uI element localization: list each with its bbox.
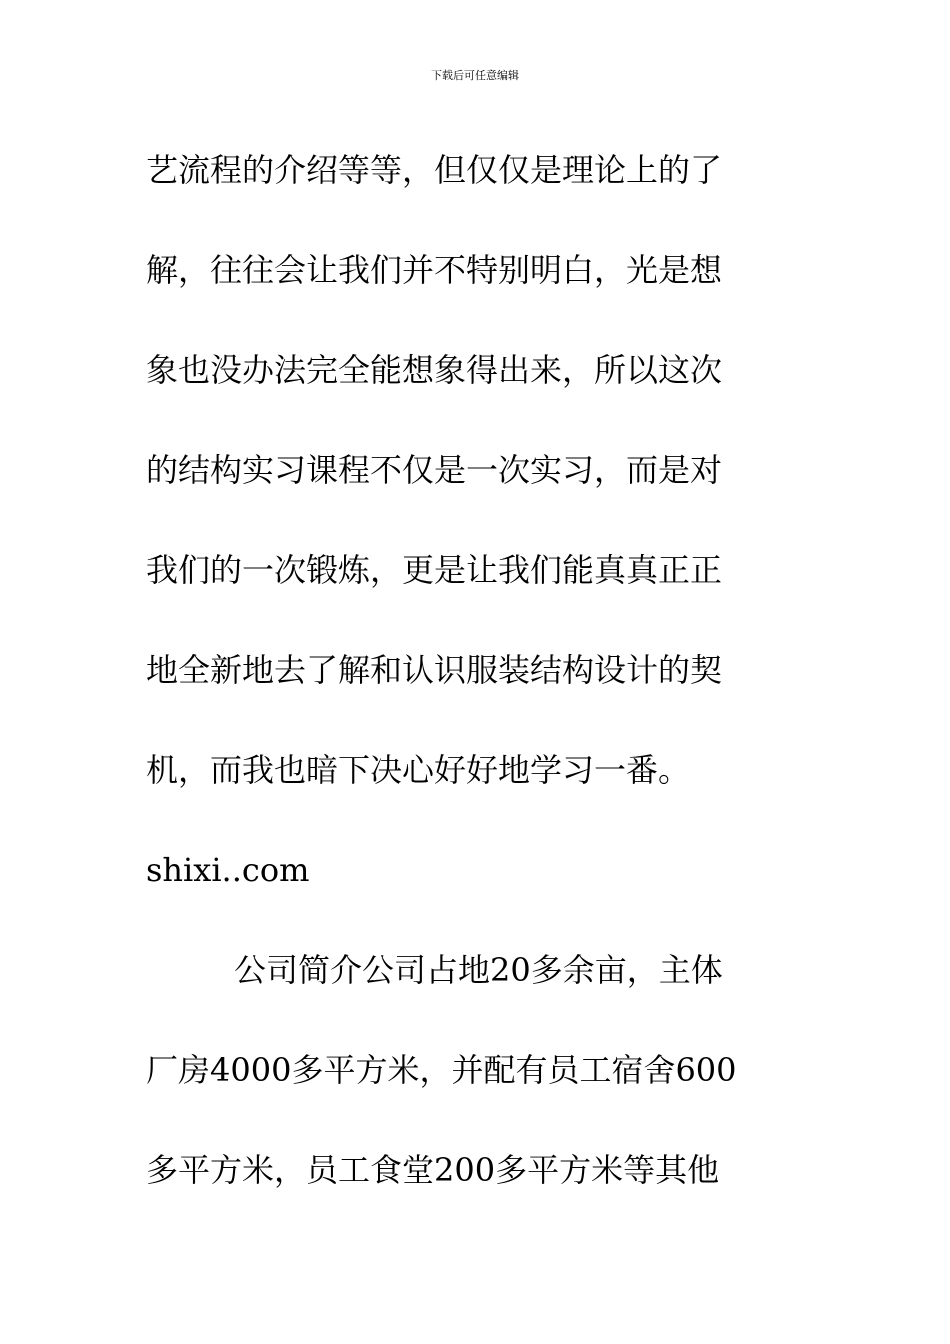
paragraph-line: 象也没办法完全能想象得出来，所以这次 — [146, 351, 723, 389]
paragraph-line: 机，而我也暗下决心好好地学习一番。 — [146, 751, 691, 789]
paragraph-line: 厂房4000多平方米，并配有员工宿舍600 — [146, 1051, 737, 1089]
page-header: 下载后可任意编辑 — [431, 69, 519, 82]
paragraph-line: 艺流程的介绍等等，但仅仅是理论上的了 — [146, 151, 723, 189]
paragraph-line: 多平方米，员工食堂200多平方米等其他 — [146, 1151, 720, 1189]
document-body — [146, 120, 786, 1220]
paragraph-line: 的结构实习课程不仅是一次实习，而是对 — [146, 451, 723, 489]
paragraph-line: 我们的一次锻炼，更是让我们能真真正正 — [146, 551, 723, 589]
paragraph-line: 解，往往会让我们并不特别明白，光是想 — [146, 251, 723, 289]
paragraph-line: 公司简介公司占地20多余亩，主体 — [234, 951, 723, 989]
source-line: shixi..com — [146, 851, 310, 889]
paragraph-line: 地全新地去了解和认识服装结构设计的契 — [146, 651, 723, 689]
